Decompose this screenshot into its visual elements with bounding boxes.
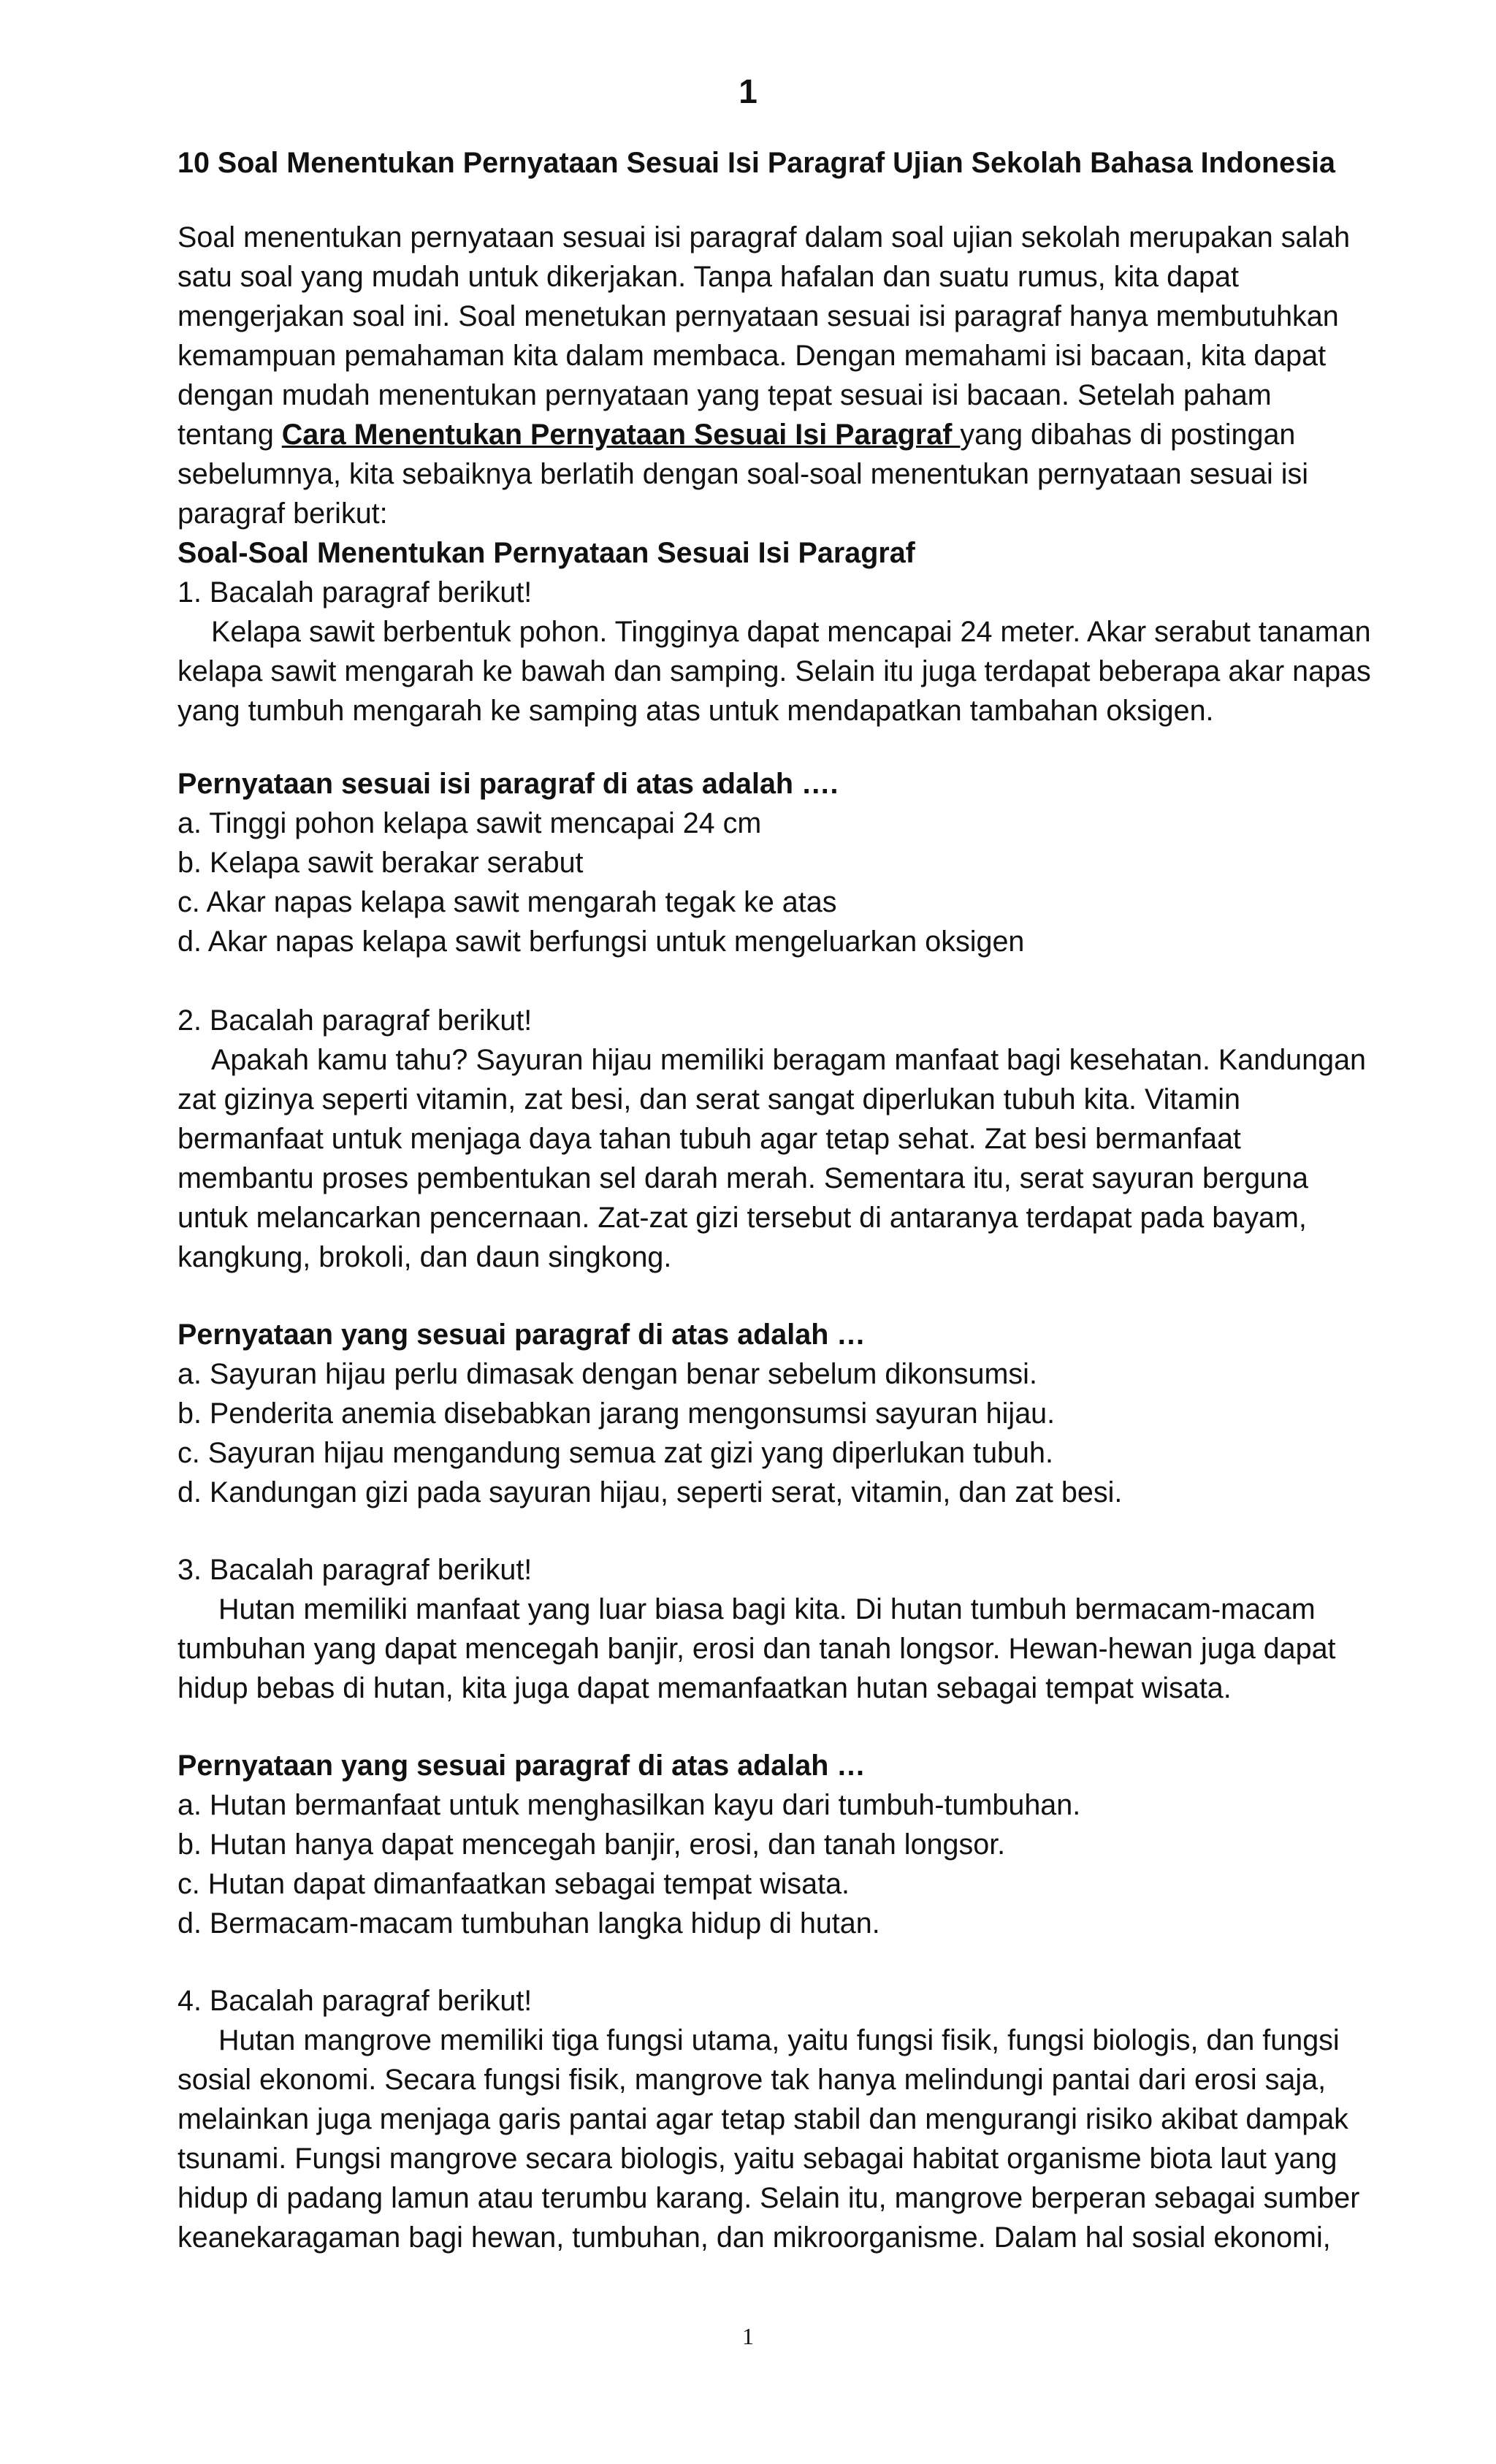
option-b: b. Kelapa sawit berakar serabut (178, 847, 584, 879)
question-text: Pernyataan sesuai isi paragraf di atas adalah …. (178, 768, 839, 800)
option-c: c. Hutan dapat dimanfaatkan sebagai tempat wisata. (178, 1868, 850, 1900)
passage-line: zat gizinya seperti vitamin, zat besi, dan serat sangat diperlukan tubuh kita. Vitamin (178, 1083, 1240, 1115)
passage-line: sosial ekonomi. Secara fungsi fisik, mangrove tak hanya melindungi pantai dari erosi saja, (178, 2064, 1327, 2096)
intro-line: mengerjakan soal ini. Soal menetukan pernyataan sesuai isi paragraf hanya membutuhkan (178, 300, 1339, 332)
question-prompt: 2. Bacalah paragraf berikut! (178, 1004, 533, 1037)
intro-line-with-link (178, 415, 1405, 454)
passage-line: membantu proses pembentukan sel darah merah. Sementara itu, serat sayuran berguna (178, 1162, 1308, 1194)
intro-line: satu soal yang mudah untuk dikerjakan. Tanpa hafalan dan suatu rumus, kita dapat (178, 261, 1239, 293)
passage-line: Kelapa sawit berbentuk pohon. Tingginya dapat mencapai 24 meter. Akar serabut tanaman (211, 616, 1371, 648)
intro-line: sebelumnya, kita sebaiknya berlatih dengan soal-soal menentukan pernyataan sesuai isi (178, 458, 1309, 490)
option-a: a. Tinggi pohon kelapa sawit mencapai 24 cm (178, 807, 762, 839)
question-3-options (178, 1746, 1405, 1943)
passage-line: hidup bebas di hutan, kita juga dapat memanfaatkan hutan sebagai tempat wisata. (178, 1672, 1232, 1704)
question-prompt: 3. Bacalah paragraf berikut! (178, 1554, 533, 1586)
article-link[interactable]: Cara Menentukan Pernyataan Sesuai Isi Paragraf (281, 419, 961, 451)
section-heading: Soal-Soal Menentukan Pernyataan Sesuai Isi Paragraf (178, 537, 915, 569)
page-title: 10 Soal Menentukan Pernyataan Sesuai Isi Paragraf Ujian Sekolah Bahasa Indonesia (178, 147, 1335, 179)
passage-line: Apakah kamu tahu? Sayuran hijau memiliki beragam manfaat bagi kesehatan. Kandungan (211, 1044, 1367, 1076)
question-2-options (178, 1315, 1405, 1512)
question-prompt: 1. Bacalah paragraf berikut! (178, 576, 533, 609)
passage-line: hidup di padang lamun atau terumbu karang. Selain itu, mangrove berperan sebagai sumber (178, 2182, 1360, 2214)
passage-line: melainkan juga menjaga garis pantai agar tetap stabil dan mengurangi risiko akibat dampak (178, 2103, 1348, 2135)
question-4 (178, 1981, 1405, 2257)
passage-line: bermanfaat untuk menjaga daya tahan tubuh agar tetap sehat. Zat besi bermanfaat (178, 1123, 1241, 1155)
question-prompt: 4. Bacalah paragraf berikut! (178, 1985, 533, 2017)
intro-paragraph (178, 218, 1405, 731)
intro-text: tentang (178, 419, 282, 451)
option-a: a. Sayuran hijau perlu dimasak dengan benar sebelum dikonsumsi. (178, 1358, 1037, 1390)
intro-line: dengan mudah menentukan pernyataan yang tepat sesuai isi bacaan. Setelah paham (178, 379, 1272, 411)
passage-line: kelapa sawit mengarah ke bawah dan samping. Selain itu juga terdapat beberapa akar napas (178, 655, 1371, 687)
question-text: Pernyataan yang sesuai paragraf di atas adalah … (178, 1319, 866, 1351)
option-d: d. Bermacam-macam tumbuhan langka hidup di hutan. (178, 1907, 880, 1939)
passage-line: Hutan mangrove memiliki tiga fungsi utama, yaitu fungsi fisik, fungsi biologis, dan fungsi (218, 2024, 1340, 2056)
option-c: c. Akar napas kelapa sawit mengarah tegak ke atas (178, 886, 837, 918)
passage-line: tumbuhan yang dapat mencegah banjir, erosi dan tanah longsor. Hewan-hewan juga dapat (178, 1633, 1336, 1665)
option-d: d. Kandungan gizi pada sayuran hijau, seperti serat, vitamin, dan zat besi. (178, 1476, 1123, 1508)
option-a: a. Hutan bermanfaat untuk menghasilkan kayu dari tumbuh-tumbuhan. (178, 1789, 1081, 1821)
passage-line: kangkung, brokoli, dan daun singkong. (178, 1241, 672, 1273)
intro-line: paragraf berikut: (178, 497, 388, 530)
question-3 (178, 1550, 1405, 1708)
option-d: d. Akar napas kelapa sawit berfungsi untuk mengeluarkan oksigen (178, 926, 1025, 958)
intro-line: Soal menentukan pernyataan sesuai isi paragraf dalam soal ujian sekolah merupakan salah (178, 221, 1351, 253)
option-c: c. Sayuran hijau mengandung semua zat gizi yang diperlukan tubuh. (178, 1437, 1053, 1469)
question-2 (178, 1001, 1405, 1277)
option-b: b. Penderita anemia disebabkan jarang mengonsumsi sayuran hijau. (178, 1397, 1056, 1430)
passage-line: tsunami. Fungsi mangrove secara biologis, yaitu sebagai habitat organisme biota laut yang (178, 2143, 1337, 2175)
page-footer-number: 1 (742, 2323, 754, 2349)
passage-line: Hutan memiliki manfaat yang luar biasa bagi kita. Di hutan tumbuh bermacam-macam (218, 1593, 1316, 1625)
intro-line: kemampuan pemahaman kita dalam membaca. Dengan memahami isi bacaan, kita dapat (178, 340, 1327, 372)
question-text: Pernyataan yang sesuai paragraf di atas adalah … (178, 1750, 866, 1782)
option-b: b. Hutan hanya dapat mencegah banjir, erosi, dan tanah longsor. (178, 1828, 1006, 1861)
passage-line: keanekaragaman bagi hewan, tumbuhan, dan mikroorganisme. Dalam hal sosial ekonomi, (178, 2221, 1331, 2254)
intro-text: yang dibahas di postingan (960, 419, 1296, 451)
page-header-number: 1 (739, 72, 757, 110)
question-1-options (178, 764, 1405, 961)
passage-line: untuk melancarkan pencernaan. Zat-zat gizi tersebut di antaranya terdapat pada bayam, (178, 1202, 1307, 1234)
passage-line: yang tumbuh mengarah ke samping atas untuk mendapatkan tambahan oksigen. (178, 695, 1214, 727)
